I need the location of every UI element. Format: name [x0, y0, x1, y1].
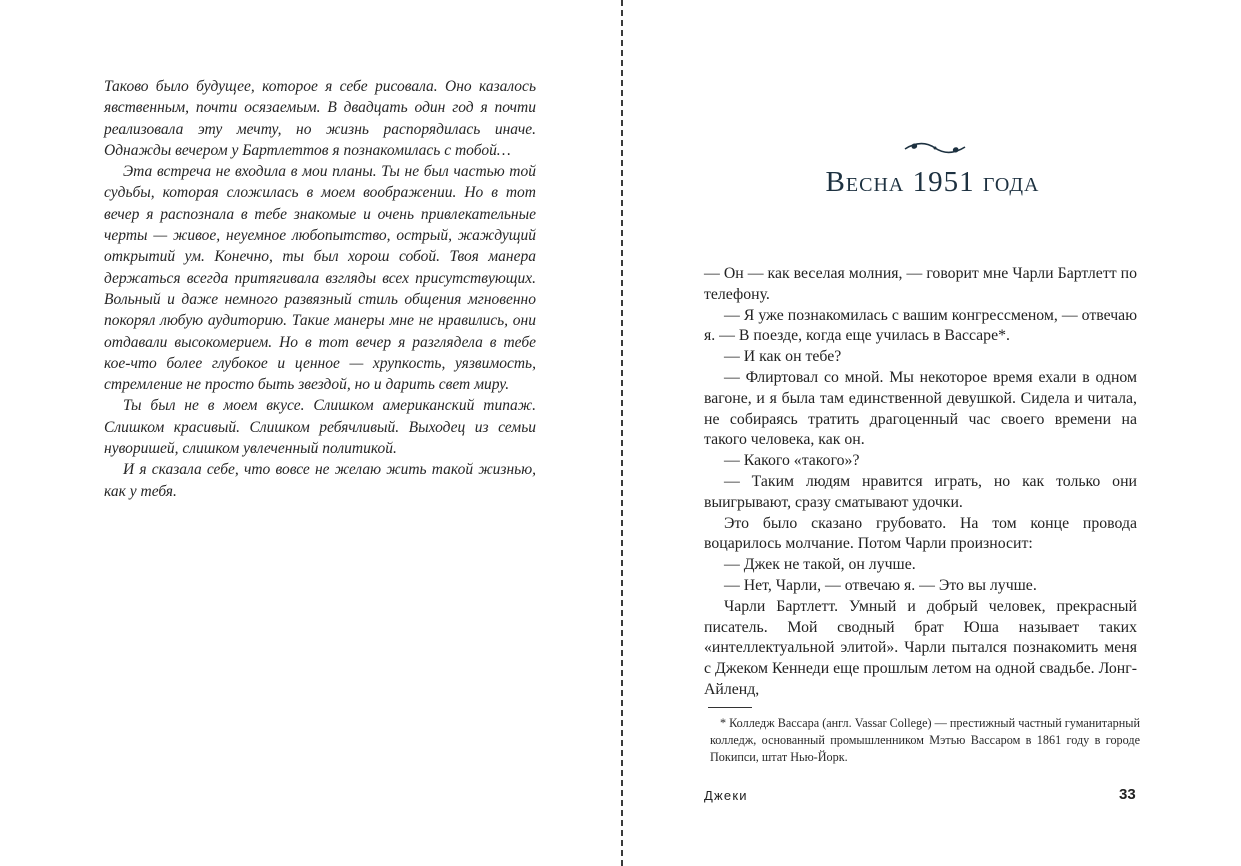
right-paragraph-10: Чарли Бартлетт. Умный и добрый человек, прекрасный писатель. Мой сводный брат Юша называет таких «интеллектуальной элитой». Чарли пытался познакомить меня с Джеком Кеннеди еще прошлым летом на одной свадьбе. Лонг-Айленд, [704, 597, 1137, 698]
right-paragraph-9: — Нет, Чарли, — отвечаю я. — Это вы лучше. [724, 576, 1037, 594]
right-paragraph-5: — Какого «такого»? [724, 452, 860, 470]
chapter-title: Весна 1951 года [825, 166, 1040, 198]
left-paragraph-1: Таково было будущее, которое я себе рисовала. Оно казалось явственным, почти осязаемым. В двадцать один год я почти реализовала эту мечту, но жизнь распорядилась иначе. Однажды вечером у Бартлеттов я познакомилась с тобой… [104, 78, 536, 159]
page-number: 33 [1119, 786, 1136, 803]
right-page-text [704, 264, 1137, 701]
right-paragraph-7: Это было сказано грубовато. На том конце провода воцарилось молчание. Потом Чарли произносит: [704, 514, 1137, 553]
footnote-divider [708, 707, 752, 708]
left-paragraph-2: Эта встреча не входила в мои планы. Ты не был частью той судьбы, которая сложилась в моем воображении. Но в тот вечер я распознала в тебе знакомые и очень привлекательные черты — живое, неуемное любопытство, острый, жаждущий открытий ум. Конечно, ты был хорош собой. Твоя манера держаться всегда притягивала взгляды всех присутствующих. Вольный и даже немного развязный стиль общения мгновенно покорял любую аудиторию. Такие манеры мне не нравились, они отдавали высокомерием. Но в тот вечер я разглядела в тебе кое-что более глубокое и ценное — хрупкость, уязвимость, стремление не просто быть звездой, но и дарить свет миру. [104, 163, 536, 394]
flourish-ornament-icon [902, 136, 968, 160]
footnote-text: * Колледж Вассара (англ. Vassar College) — престижный частный гуманитарный колледж, основанный промышленником Мэтью Вассаром в 1861 году в городе Покипси, штат Нью-Йорк. [710, 716, 1140, 764]
book-gutter [621, 0, 623, 866]
left-paragraph-4: И я сказала себе, что вовсе не желаю жить такой жизнью, как у тебя. [104, 461, 536, 500]
right-paragraph-2: — Я уже познакомилась с вашим конгрессменом, — отвечаю я. — В поезде, когда еще училась в Вассаре*. [704, 306, 1137, 345]
left-paragraph-3: Ты был не в моем вкусе. Слишком американский типаж. Слишком красивый. Слишком ребячливый. Выходец из семьи нуворишей, слишком увлеченный политикой. [104, 397, 536, 458]
running-head: Джеки [704, 788, 748, 803]
right-page [624, 0, 1241, 866]
left-page [0, 0, 620, 866]
right-paragraph-1: — Он — как веселая молния, — говорит мне Чарли Бартлетт по телефону. [704, 265, 1137, 303]
right-paragraph-8: — Джек не такой, он лучше. [724, 556, 916, 574]
footnote [710, 715, 1140, 766]
right-paragraph-6: — Таким людям нравится играть, но как только они выигрывают, сразу сматывают удочки. [704, 472, 1137, 511]
right-paragraph-3: — И как он тебе? [724, 348, 842, 366]
left-page-text [104, 76, 536, 502]
right-paragraph-4: — Флиртовал со мной. Мы некоторое время ехали в одном вагоне, и я была там единственной девушкой. Сидела и читала, не собираясь тратить драгоценный час своего времени на такого человека, как он. [704, 368, 1137, 449]
